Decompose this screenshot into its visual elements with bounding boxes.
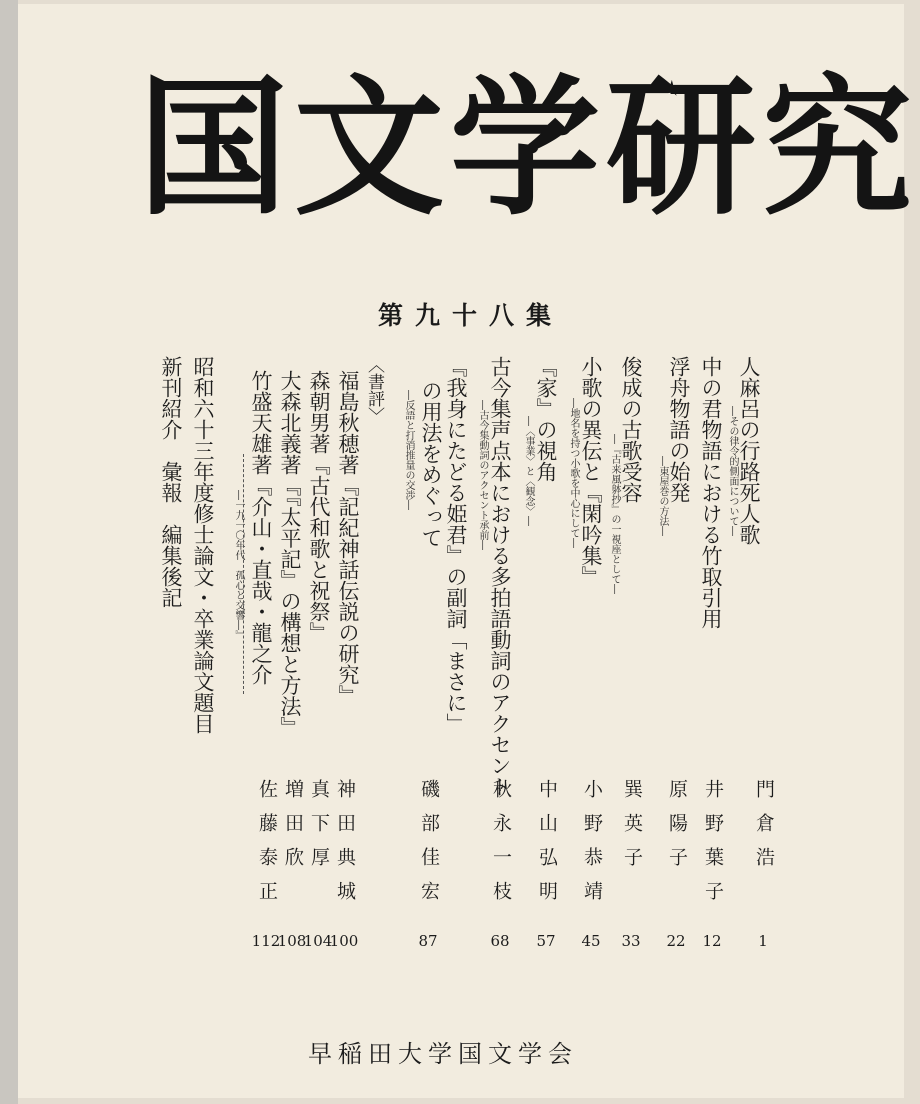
article-subtitle: ―古今集動詞のアクセント承前― xyxy=(477,400,488,550)
article-author: 秋永一枝 xyxy=(490,779,512,915)
review-subtitle: ―一九一〇年代 孤心と交響―』 xyxy=(233,490,244,640)
article-title-continued: の用法をめぐって xyxy=(419,380,443,548)
article-author: 小野恭靖 xyxy=(581,779,603,915)
review-author: 真下厚 xyxy=(308,779,330,881)
article-author: 磯部佳宏 xyxy=(418,779,440,915)
article-page-number: 68 xyxy=(490,932,510,950)
review-title: 森朝男著『古代和歌と祝祭』 xyxy=(307,370,331,643)
article-page-number: 87 xyxy=(418,932,438,950)
article-title: 中の君物語における竹取引用 xyxy=(699,356,723,629)
article-title: 浮舟物語の始発 xyxy=(667,356,691,503)
article-title: 俊成の古歌受容 xyxy=(619,356,643,503)
article-author: 原陽子 xyxy=(666,779,688,881)
article-title: 小歌の異伝と『閑吟集』 xyxy=(579,356,603,587)
article-subtitle: ―東屋巻の方法― xyxy=(657,456,668,536)
article-author: 中山弘明 xyxy=(536,779,558,915)
article-page-number: 33 xyxy=(621,932,641,950)
review-title: 竹盛天雄著『介山・直哉・龍之介 xyxy=(249,370,273,685)
review-page-number: 100 xyxy=(329,932,359,950)
misc-item: 新刊紹介 彙報 編集後記 xyxy=(159,356,183,608)
review-title: 大森北義著『『太平記』の構想と方法』 xyxy=(278,370,302,738)
left-edge-shadow xyxy=(0,0,18,1104)
volume-number: 第九十八集 xyxy=(378,301,564,330)
journal-title: 国文学研究 xyxy=(138,62,919,236)
article-author: 門倉浩 xyxy=(753,779,775,881)
article-page-number: 57 xyxy=(536,932,556,950)
article-title: 『我身にたどる姫君』の副詞「まさに」 xyxy=(444,356,468,734)
review-page-number: 112 xyxy=(251,932,281,950)
review-author: 増田欣 xyxy=(282,779,304,881)
journal-cover xyxy=(18,4,919,1098)
reviews-label: 〈書評〉 xyxy=(364,356,384,424)
misc-item: 昭和六十三年度修士論文・卒業論文題目 xyxy=(191,356,215,734)
article-subtitle: ―その律令的側面について― xyxy=(727,406,738,536)
publisher-name: 早稲田大学国文学会 xyxy=(308,1040,578,1068)
article-title: 『家』の視角 xyxy=(534,356,558,482)
article-page-number: 45 xyxy=(581,932,601,950)
review-author: 佐藤泰正 xyxy=(256,779,278,915)
article-subtitle: ―反語と打消推量の交渉― xyxy=(403,390,414,510)
article-page-number: 22 xyxy=(666,932,686,950)
article-subtitle: ―〈事業〉と〈観念〉― xyxy=(523,416,534,526)
article-author: 巽英子 xyxy=(621,779,643,881)
review-author: 神田典城 xyxy=(334,779,356,915)
article-title: 人麻呂の行路死人歌 xyxy=(737,356,761,545)
review-page-number: 104 xyxy=(303,932,333,950)
article-page-number: 1 xyxy=(758,932,768,950)
article-title: 古今集声点本における多拍語動詞のアクセント xyxy=(488,356,512,797)
article-subtitle: ―地名を持つ小歌を中心にして― xyxy=(568,398,579,548)
article-author: 井野葉子 xyxy=(702,779,724,915)
review-title: 福島秋穂著『記紀神話伝説の研究』 xyxy=(336,370,360,706)
article-subtitle: ―『古来風躰抄』の一視座として― xyxy=(609,434,620,594)
section-divider xyxy=(243,454,244,694)
article-page-number: 12 xyxy=(702,932,722,950)
review-page-number: 108 xyxy=(277,932,307,950)
